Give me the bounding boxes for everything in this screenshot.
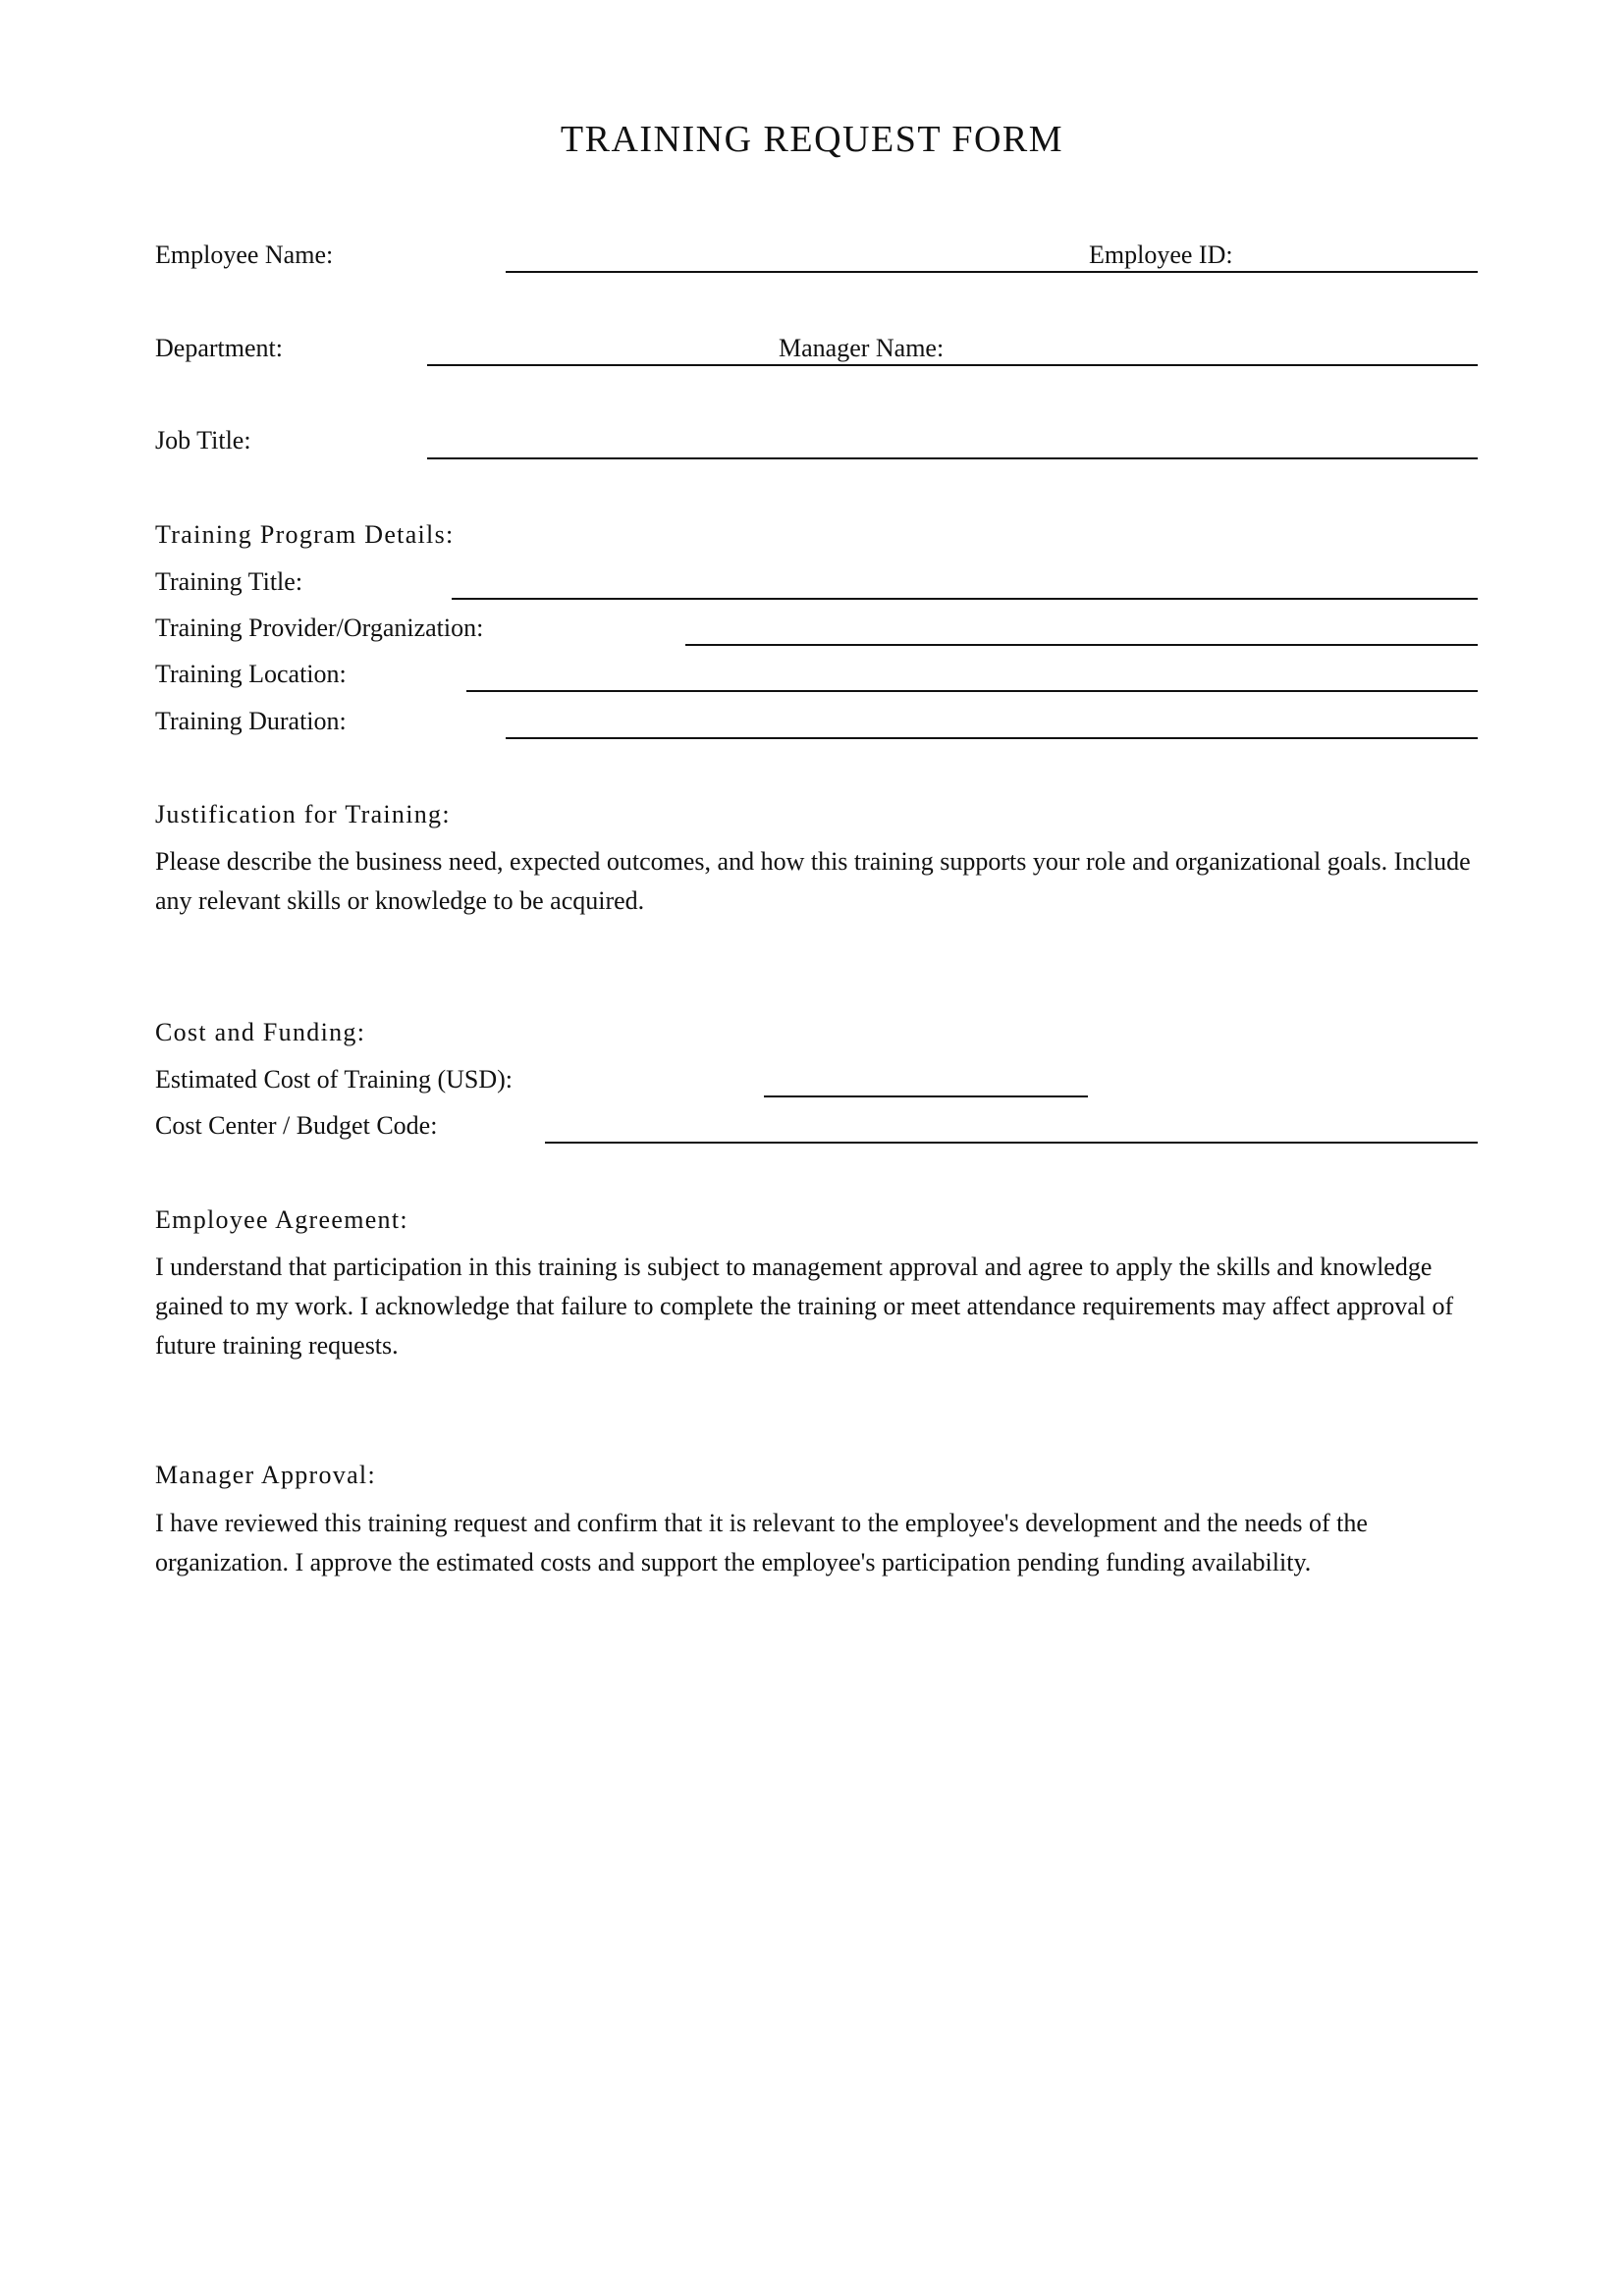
estimated-cost-label: Estimated Cost of Training (USD): — [155, 1065, 514, 1094]
justification-text: Please describe the business need, expected outcomes, and how this training supports your role and organizational goals. Include any relevant skills or knowledge to be acquired. — [155, 847, 1471, 915]
cost-funding-heading: Cost and Funding: — [155, 1018, 366, 1046]
training-provider-label: Training Provider/Organization: — [155, 614, 484, 642]
employee-name-label: Employee Name: — [155, 240, 334, 269]
department-field[interactable] — [427, 364, 779, 366]
employee-agreement-heading: Employee Agreement: — [155, 1205, 408, 1234]
employee-id-label: Employee ID: — [1089, 240, 1233, 269]
training-location-field[interactable] — [466, 690, 1478, 692]
manager-name-label: Manager Name: — [779, 334, 945, 362]
job-title-label: Job Title: — [155, 426, 251, 454]
budget-code-label: Cost Center / Budget Code: — [155, 1111, 438, 1140]
manager-approval-text: I have reviewed this training request and confirm that it is relevant to the employee's development and the needs of the organization. I approve the estimated costs and support the employee's participation pending funding availability. — [155, 1509, 1368, 1576]
training-duration-label: Training Duration: — [155, 707, 347, 735]
employee-agreement-text: I understand that participation in this training is subject to management approval and agree to apply the skills and knowledge gained to my work. I acknowledge that failure to complete the training or meet attendance requirements may affect approval of future training requests. — [155, 1253, 1454, 1360]
job-title-field[interactable] — [427, 457, 1478, 459]
budget-code-field[interactable] — [545, 1142, 1478, 1144]
department-label: Department: — [155, 334, 283, 362]
estimated-cost-field[interactable] — [764, 1095, 1088, 1097]
training-details-heading: Training Program Details: — [155, 520, 455, 549]
training-location-label: Training Location: — [155, 660, 347, 688]
form-title: TRAINING REQUEST FORM — [560, 119, 1064, 160]
training-duration-field[interactable] — [506, 737, 1478, 739]
manager-approval-heading: Manager Approval: — [155, 1461, 376, 1489]
justification-heading: Justification for Training: — [155, 800, 451, 828]
training-title-label: Training Title: — [155, 567, 303, 596]
employee-id-field[interactable] — [1087, 271, 1478, 273]
manager-name-field[interactable] — [779, 364, 1478, 366]
training-title-field[interactable] — [452, 598, 1478, 600]
training-provider-field[interactable] — [685, 644, 1478, 646]
employee-name-field[interactable] — [506, 271, 1087, 273]
